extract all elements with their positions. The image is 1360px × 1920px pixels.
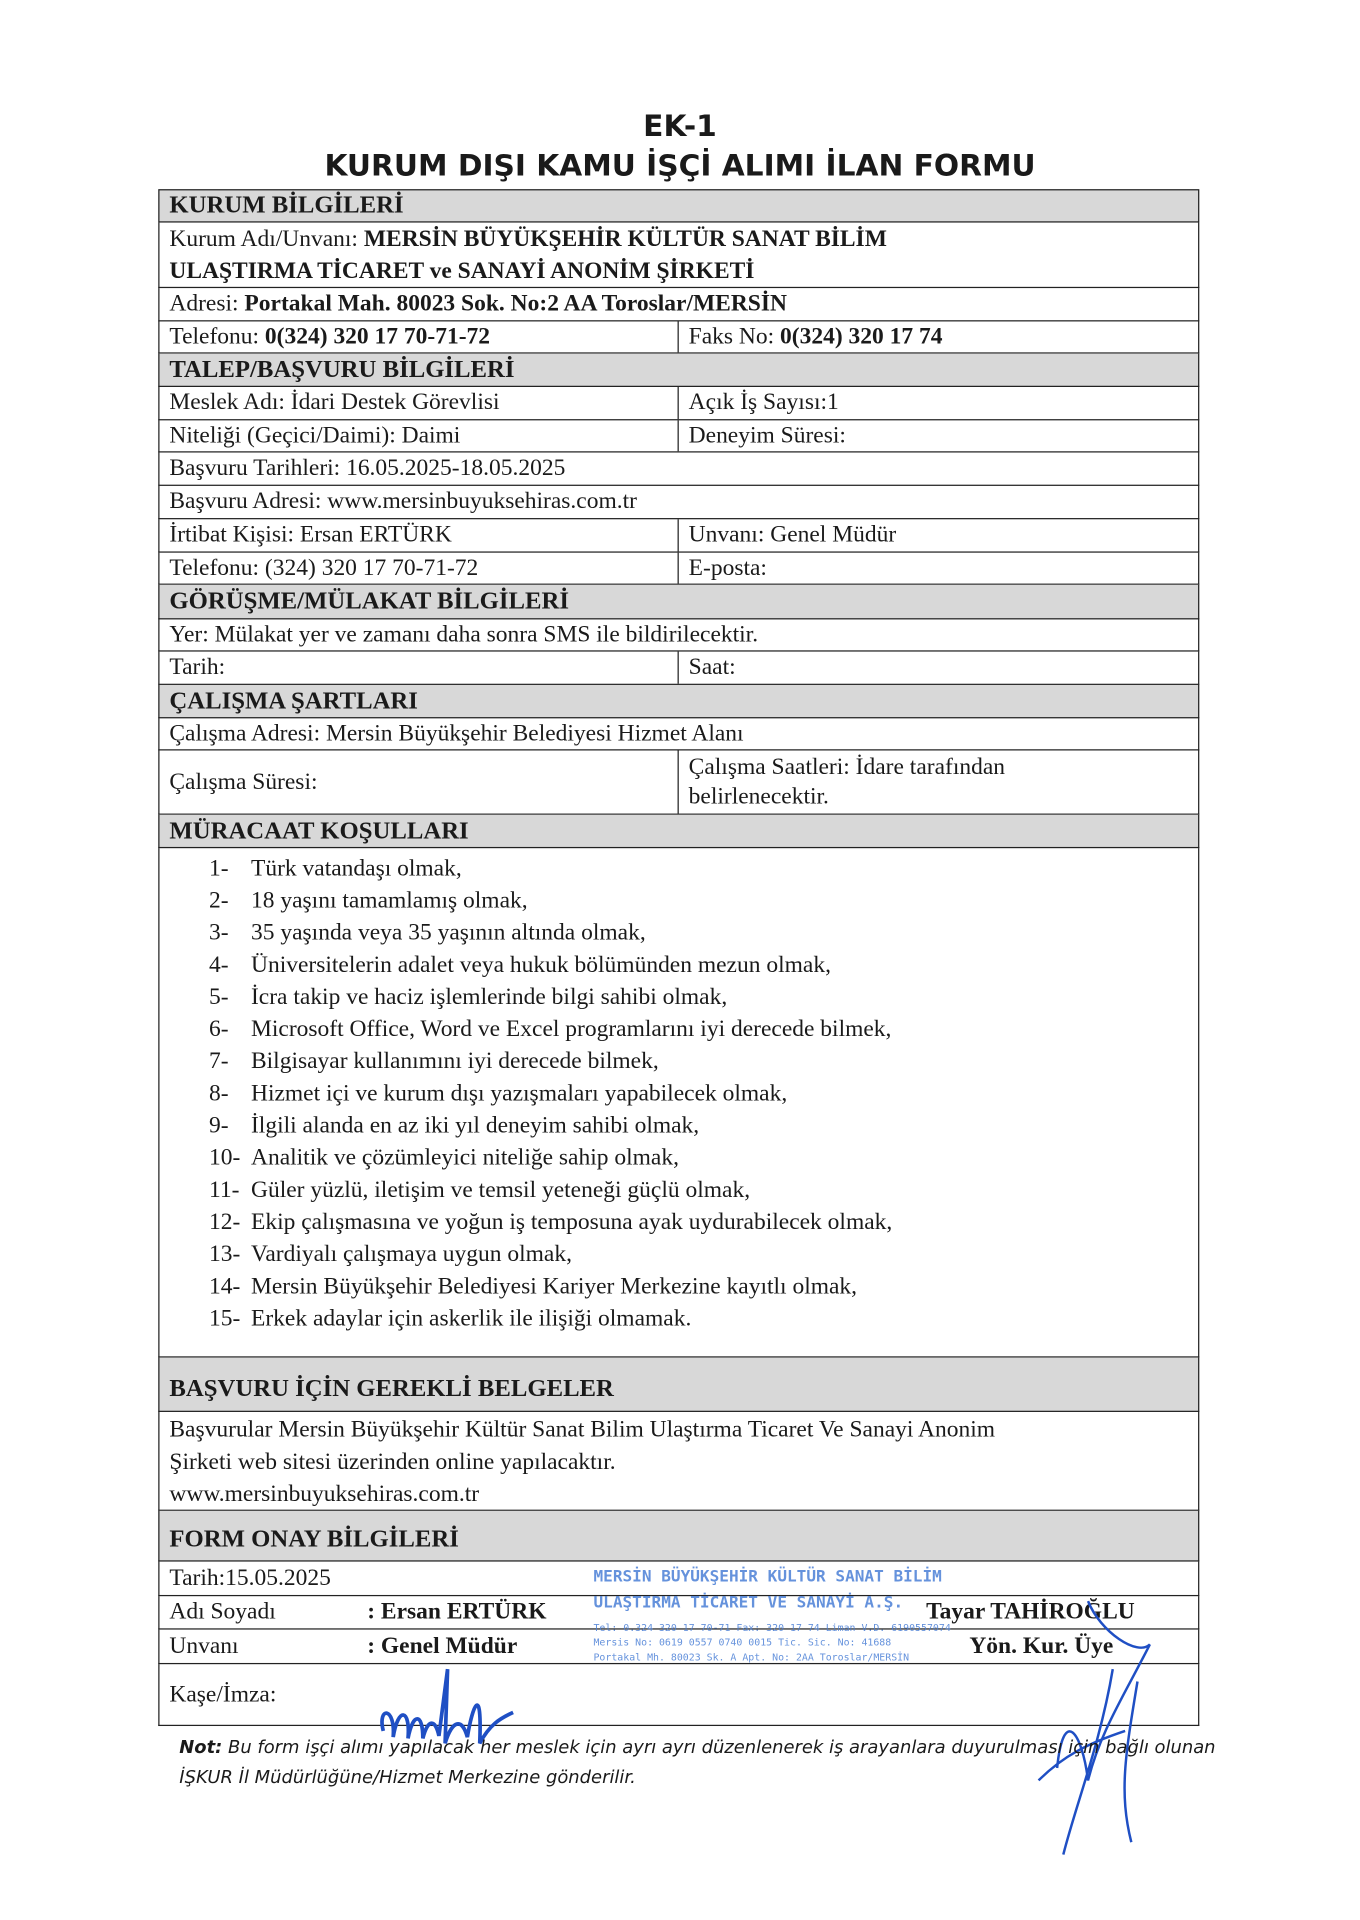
row: [158, 519, 1199, 552]
signature-tayar: [1014, 1595, 1175, 1867]
work-duration: Çalışma Süresi:: [159, 750, 678, 813]
stamp-signature: Kaşe/İmza:: [158, 1664, 1199, 1726]
item-number: 1-: [208, 855, 229, 882]
item-text: Güler yüzlü, iletişim ve temsil yeteneği güçlü olmak,: [250, 1177, 751, 1204]
condition-item: [209, 982, 1198, 1014]
stamp-text: Mersis No: 0619 0557 0740 0015 Tic. Sic. No: 41688: [593, 1636, 892, 1649]
item-text: Üniversitelerin adalet veya hukuk bölümünden mezun olmak,: [250, 952, 831, 978]
section-calisma: ÇALIŞMA ŞARTLARI: [158, 685, 1199, 718]
section-belgeler: BAŞVURU İÇİN GEREKLİ BELGELER: [158, 1358, 1199, 1412]
note-text: Bu form işçi alımı yapılacak her meslek için ayrı ayrı düzenlenerek iş arayanlara duyurulması için bağlı olunan İŞKUR İl Müdürlüğüne/Hizmet Merkezine gönderilir.: [179, 1738, 1216, 1788]
required-documents: [158, 1412, 1199, 1511]
institution-name: [158, 223, 1199, 289]
label: Adı Soyadı: [169, 1598, 276, 1625]
contact-person: İrtibat Kişisi: Ersan ERTÜRK: [159, 519, 678, 551]
annex-label: EK-1: [643, 108, 717, 144]
item-text: Hizmet içi ve kurum dışı yazışmaları yapabilecek olmak,: [250, 1080, 788, 1107]
value: : Genel Müdür: [367, 1632, 518, 1659]
approval-date: Tarih:15.05.2025: [158, 1562, 1199, 1597]
condition-item: [209, 1175, 1198, 1207]
application-dates: Başvuru Tarihleri: 16.05.2025-18.05.2025: [158, 453, 1199, 486]
item-number: 14-: [208, 1273, 241, 1300]
row: [158, 387, 1199, 420]
interview-time: Saat:: [688, 654, 736, 681]
experience: Deneyim Süresi:: [688, 422, 846, 449]
condition-item: [209, 917, 1198, 949]
conditions-list: [158, 848, 1199, 1357]
item-text: Mersin Büyükşehir Belediyesi Kariyer Merkezine kayıtlı olmak,: [250, 1273, 858, 1300]
item-number: 8-: [208, 1080, 229, 1107]
condition-item: [209, 1303, 1198, 1335]
condition-item: [209, 1271, 1198, 1303]
condition-item: [209, 1142, 1198, 1174]
item-number: 3-: [208, 919, 229, 946]
section-gorusme: GÖRÜŞME/MÜLAKAT BİLGİLERİ: [158, 585, 1199, 620]
item-number: 9-: [208, 1112, 229, 1139]
text: belirlenecektir.: [688, 783, 829, 810]
condition-item: [209, 853, 1198, 885]
condition-item: [209, 885, 1198, 917]
section-kurum: KURUM BİLGİLERİ: [158, 189, 1199, 222]
application-address: Başvuru Adresi: www.mersinbuyuksehiras.com.tr: [158, 486, 1199, 519]
text: Çalışma Saatleri: İdare tarafından: [688, 754, 1006, 781]
value: 0(324) 320 17 74: [780, 323, 943, 350]
item-number: 4-: [208, 952, 229, 978]
text: Şirketi web sitesi üzerinden online yapılacaktır.: [169, 1449, 616, 1476]
employment-type: Niteliği (Geçici/Daimi): Daimi: [159, 420, 678, 451]
condition-item: [209, 1110, 1198, 1142]
section-talep: TALEP/BAŞVURU BİLGİLERİ: [158, 354, 1199, 387]
form-table: [158, 189, 1199, 1726]
interview-date: Tarih:: [159, 652, 678, 684]
condition-item: [209, 1046, 1198, 1078]
value: ULAŞTIRMA TİCARET ve SANAYİ ANONİM ŞİRKETİ: [169, 258, 755, 285]
institution-address: [158, 288, 1199, 321]
label: Adresi:: [169, 290, 239, 317]
label: Unvanı: [169, 1632, 239, 1659]
condition-item: [209, 1014, 1198, 1046]
item-number: 6-: [208, 1016, 229, 1043]
stamp-text: ULAŞTIRMA TİCARET VE SANAYİ A.Ş.: [593, 1593, 904, 1613]
item-number: 10-: [208, 1144, 241, 1171]
item-text: 18 yaşını tamamlamış olmak,: [250, 887, 528, 914]
work-address: Çalışma Adresi: Mersin Büyükşehir Belediyesi Hizmet Alanı: [158, 718, 1199, 750]
row: [158, 750, 1199, 814]
item-text: Bilgisayar kullanımını iyi derecede bilmek,: [250, 1048, 659, 1075]
section-muracaat: MÜRACAAT KOŞULLARI: [158, 815, 1199, 848]
label: Kurum Adı/Unvanı:: [169, 226, 358, 253]
item-text: Ekip çalışmasına ve yoğun iş temposuna ayak uydurabilecek olmak,: [250, 1209, 893, 1236]
item-text: Microsoft Office, Word ve Excel programlarını iyi derecede bilmek,: [250, 1016, 892, 1043]
item-text: Türk vatandaşı olmak,: [250, 855, 462, 882]
value: Portakal Mah. 80023 Sok. No:2 AA Toroslar/MERSİN: [244, 290, 787, 317]
occupation: Meslek Adı: İdari Destek Görevlisi: [159, 387, 678, 419]
item-text: Erkek adaylar için askerlik ile ilişiği olmamak.: [250, 1305, 692, 1332]
interview-location: Yer: Mülakat yer ve zamanı daha sonra SMS ile bildirilecektir.: [158, 619, 1199, 651]
institution-contact: [158, 321, 1199, 353]
document-title: KURUM DIŞI KAMU İŞÇİ ALIMI İLAN FORMU: [324, 148, 1036, 183]
footnote: [179, 1733, 1230, 1792]
stamp-text: Tel: 0.324 320 17 70-71 Fax: 320 17 74 Liman V.D. 6190557074: [593, 1622, 951, 1634]
note-label: Not:: [179, 1738, 223, 1759]
item-text: Vardiyalı çalışmaya uygun olmak,: [250, 1241, 572, 1268]
item-text: İlgili alanda en az iki yıl deneyim sahibi olmak,: [250, 1112, 700, 1139]
work-hours: [679, 750, 1015, 813]
condition-item: [209, 1078, 1198, 1110]
row: [158, 420, 1199, 452]
row: [158, 553, 1199, 585]
item-number: 11-: [208, 1177, 240, 1204]
row: [158, 652, 1199, 685]
contact-email: E-posta:: [688, 554, 767, 581]
value: MERSİN BÜYÜKŞEHİR KÜLTÜR SANAT BİLİM: [363, 226, 887, 253]
second-signer-name: Tayar TAHİROĞLU: [926, 1598, 1135, 1625]
item-text: 35 yaşında veya 35 yaşının altında olmak,: [250, 919, 646, 946]
item-text: Analitik ve çözümleyici niteliğe sahip olmak,: [250, 1144, 679, 1171]
condition-item: [209, 1207, 1198, 1239]
item-number: 2-: [208, 887, 229, 914]
stamp-text: Portakal Mh. 80023 Sk. A Apt. No: 2AA Toroslar/MERSİN: [593, 1651, 910, 1663]
contact-phone: Telefonu: (324) 320 17 70-71-72: [159, 553, 678, 584]
company-stamp: [593, 1568, 950, 1663]
label: Faks No:: [688, 323, 775, 350]
item-text: İcra takip ve haciz işlemlerinde bilgi sahibi olmak,: [250, 984, 728, 1011]
section-onay: FORM ONAY BİLGİLERİ: [158, 1511, 1199, 1562]
condition-item: [209, 1239, 1198, 1271]
website-link: www.mersinbuyuksehiras.com.tr: [169, 1481, 480, 1508]
condition-item: [209, 950, 1198, 982]
text: Başvurular Mersin Büyükşehir Kültür Sanat Bilim Ulaştırma Ticaret Ve Sanayi Anonim: [169, 1416, 996, 1443]
item-number: 5-: [208, 984, 229, 1011]
second-signer-title: Yön. Kur. Üye: [969, 1632, 1114, 1659]
item-number: 13-: [208, 1241, 241, 1268]
item-number: 7-: [208, 1048, 229, 1075]
label: Telefonu:: [169, 323, 260, 350]
item-number: 15-: [208, 1305, 241, 1332]
value: : Ersan ERTÜRK: [367, 1598, 547, 1625]
value: 0(324) 320 17 70-71-72: [264, 323, 491, 350]
contact-title: Unvanı: Genel Müdür: [688, 521, 897, 548]
stamp-text: MERSİN BÜYÜKŞEHİR KÜLTÜR SANAT BİLİM: [593, 1567, 942, 1587]
open-positions: Açık İş Sayısı:1: [688, 389, 839, 416]
item-number: 12-: [208, 1209, 241, 1236]
